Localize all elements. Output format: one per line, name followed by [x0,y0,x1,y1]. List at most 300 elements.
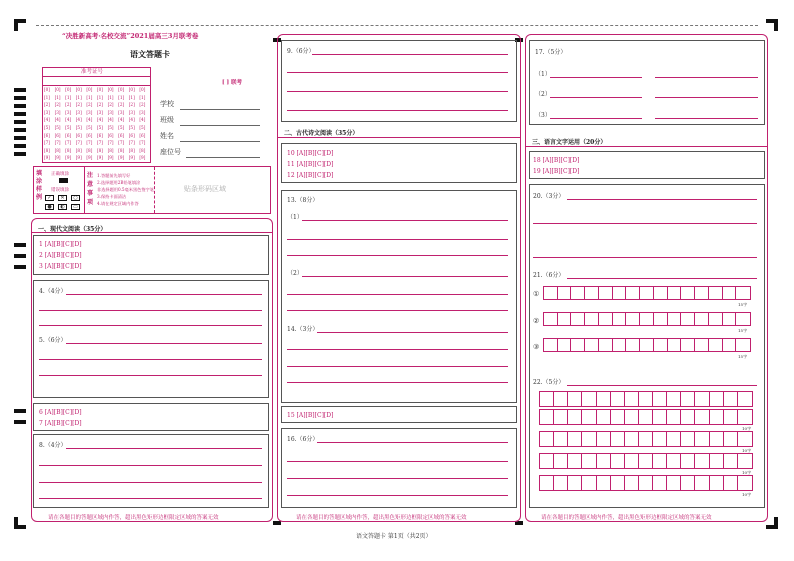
grid-cell[interactable] [681,410,695,424]
grid-cell[interactable] [585,313,599,325]
admission-digit-bubble[interactable]: [2] [118,102,125,108]
grid-cell[interactable] [540,476,554,490]
answer-box-17[interactable] [529,40,765,125]
grid-cell[interactable] [582,454,596,468]
grid-cell[interactable] [554,454,568,468]
admission-digit-bubble[interactable]: [0] [44,87,50,92]
grid-cell[interactable] [599,313,613,325]
grid-cell[interactable] [667,410,681,424]
grid-cell[interactable] [709,287,723,299]
admission-digit-bubble[interactable]: [3] [86,109,93,115]
grid-cell[interactable] [544,339,558,351]
grid-cell[interactable] [611,410,625,424]
admission-digit-bubble[interactable]: [1] [86,94,93,100]
admission-digit-bubble[interactable]: [9] [44,155,50,161]
q21-2-count: 15字 [738,328,748,333]
admission-digit-bubble[interactable]: [5] [65,125,72,130]
admission-digit-bubble[interactable]: [2] [54,102,61,108]
grid-cell[interactable] [554,392,568,406]
cross-mark-icon: ✕ [58,195,67,201]
section-2-title: 二、古代诗文阅读（35分） [284,130,359,137]
admission-digit-bubble[interactable]: [9] [65,155,72,161]
admission-digit-bubble[interactable]: [5] [128,125,135,130]
admission-digit-bubble[interactable]: [1] [107,94,114,100]
grid-cell[interactable] [625,432,639,446]
q13-2-label: （2） [287,270,303,277]
admission-digit-bubble[interactable]: [1] [118,94,125,100]
correct-fill-icon [59,178,68,183]
grid-cell[interactable] [723,313,737,325]
admission-digit-bubble[interactable]: [6] [65,132,72,138]
section-3-title: 三、语言文字运用（20分） [532,139,607,146]
grid-cell[interactable] [582,392,596,406]
q21-2-label: ② [533,317,540,325]
mc-3[interactable]: 3 [A][B][C][D] [39,263,82,270]
grid-cell[interactable] [724,392,738,406]
note-line: 3.保持卡面清洁 [97,194,127,199]
admission-digit-bubble[interactable]: [1] [44,94,50,100]
grid-cell[interactable] [626,313,640,325]
grid-cell[interactable] [597,454,611,468]
admission-digit-bubble[interactable]: [9] [107,155,114,161]
grid-cell[interactable] [625,476,639,490]
page-footer: 语文答题卡 第1页（共2页） [356,533,432,540]
q22-grid-row-5[interactable] [539,475,753,491]
grid-cell[interactable] [667,476,681,490]
school-field[interactable] [180,109,260,110]
admission-digit-bubble[interactable]: [0] [86,87,93,92]
grid-cell[interactable] [695,432,709,446]
column-1-footer: 请在各题目的答题区域内作答，超出黑色矩形边框限定区域的答案无效 [48,515,219,521]
mc-1[interactable]: 1 [A][B][C][D] [39,241,82,248]
answer-box-4-5[interactable] [33,280,269,398]
grid-cell[interactable] [695,454,709,468]
grid-cell[interactable] [736,313,750,325]
grid-cell[interactable] [625,410,639,424]
grid-cell[interactable] [639,454,653,468]
grid-cell[interactable] [540,410,554,424]
admission-digit-bubble[interactable]: [9] [118,155,125,161]
corner-mark [14,517,18,529]
q21-2-grid[interactable] [543,312,751,326]
grid-cell[interactable] [667,454,681,468]
admission-digit-bubble[interactable]: [0] [118,87,125,92]
grid-cell[interactable] [681,476,695,490]
grid-cell[interactable] [738,432,752,446]
grid-cell[interactable] [653,476,667,490]
admission-digit-bubble[interactable]: [6] [75,132,82,138]
q21-3-grid[interactable] [543,338,751,352]
admission-digit-bubble[interactable]: [6] [118,132,125,138]
grid-cell[interactable] [695,476,709,490]
grid-cell[interactable] [639,432,653,446]
grid-cell[interactable] [724,410,738,424]
admission-digit-bubble[interactable]: [7] [65,140,72,146]
fill-sample-label: 填涂样例 [36,170,43,201]
seat-label: 座位号 [160,148,181,156]
admission-digit-bubble[interactable]: [1] [75,94,82,100]
dot-mark-icon: ● [45,204,54,210]
grid-cell[interactable] [613,287,627,299]
grid-cell[interactable] [585,339,599,351]
admission-digit-bubble[interactable]: [8] [75,147,82,153]
grid-cell[interactable] [695,392,709,406]
mc-box-18-19 [529,151,765,179]
grid-cell[interactable] [640,287,654,299]
q21-1-grid[interactable] [543,286,751,300]
grid-cell[interactable] [654,339,668,351]
grid-cell[interactable] [723,287,737,299]
admission-digit-bubble[interactable]: [9] [139,155,146,161]
grid-cell[interactable] [568,432,582,446]
mc-box-15 [281,406,517,423]
admission-digit-bubble[interactable]: [0] [97,87,103,92]
grid-cell[interactable] [613,339,627,351]
mc-18[interactable]: 18 [A][B][C][D] [533,157,580,164]
q21-3-label: ③ [533,343,540,351]
admission-digit-bubble[interactable]: [0] [107,87,114,92]
grid-cell[interactable] [653,454,667,468]
grid-cell[interactable] [571,313,585,325]
admission-digit-bubble[interactable]: [5] [75,125,82,130]
q17-1-label: （1） [535,71,551,78]
grid-cell[interactable] [710,410,724,424]
grid-cell[interactable] [653,432,667,446]
admission-digit-bubble[interactable]: [5] [44,125,50,130]
admission-digit-bubble[interactable]: [9] [54,155,61,161]
note-line: 2.选择题用2B铅笔填涂 [97,180,141,185]
admission-digit-bubble[interactable]: [3] [139,109,146,115]
admission-digit-bubble[interactable]: [4] [97,117,103,123]
grid-cell[interactable] [639,410,653,424]
grid-cell[interactable] [681,313,695,325]
mc-11[interactable]: 11 [A][B][C][D] [287,161,334,168]
class-field[interactable] [180,125,260,126]
school-label: 学校 [160,100,174,108]
grid-cell[interactable] [597,476,611,490]
admission-digit-bubble[interactable]: [8] [86,147,93,153]
grid-cell[interactable] [710,454,724,468]
admission-digit-bubble[interactable]: [5] [139,125,146,130]
admission-digit-bubble[interactable]: [8] [139,147,146,153]
admission-digit-bubble[interactable]: [2] [97,102,103,108]
mc-2[interactable]: 2 [A][B][C][D] [39,252,82,259]
grid-cell[interactable] [558,313,572,325]
grid-cell[interactable] [544,313,558,325]
grid-cell[interactable] [723,339,737,351]
q21-1-label: ① [533,290,540,298]
admission-digit-bubble[interactable]: [7] [139,140,146,146]
grid-cell[interactable] [667,392,681,406]
grid-cell[interactable] [599,339,613,351]
grid-cell[interactable] [611,432,625,446]
admission-digit-bubble[interactable]: [7] [86,140,93,146]
corner-mark [774,19,778,31]
class-label: 班级 [160,116,174,124]
admission-digit-bubble[interactable]: [8] [118,147,125,153]
mc-box-1-3 [33,235,269,275]
q22-count-2: 10字 [742,448,752,453]
admission-digit-bubble[interactable]: [2] [75,102,82,108]
admission-digit-bubble[interactable]: [4] [139,117,146,123]
grid-cell[interactable] [653,392,667,406]
answer-box-8[interactable] [33,434,269,508]
q13-label: 13.（8分） [287,197,319,204]
grid-cell[interactable] [640,339,654,351]
admission-digit-bubble[interactable]: [6] [86,132,93,138]
admission-digit-bubble[interactable]: [2] [44,102,50,108]
check-mark-icon: ✓ [45,195,54,201]
admission-digit-bubble[interactable]: [9] [86,155,93,161]
seat-field[interactable] [186,157,260,158]
q4-label: 4.（4分） [39,288,67,295]
admission-digit-bubble[interactable]: [2] [86,102,93,108]
q17-3-label: （3） [535,112,551,119]
grid-cell[interactable] [639,476,653,490]
q20-label: 20.（3分） [533,193,565,200]
admission-digit-bubble[interactable]: [6] [139,132,146,138]
grid-cell[interactable] [724,432,738,446]
admission-digit-bubble[interactable]: [4] [65,117,72,123]
admission-digit-bubble[interactable]: [5] [118,125,125,130]
grid-cell[interactable] [724,476,738,490]
grid-cell[interactable] [568,454,582,468]
grid-cell[interactable] [709,313,723,325]
admission-digit-bubble[interactable]: [0] [139,87,146,92]
grid-cell[interactable] [597,410,611,424]
admission-digit-bubble[interactable]: [3] [65,109,72,115]
grid-cell[interactable] [653,410,667,424]
admission-digit-bubble[interactable]: [8] [44,147,50,153]
admission-digit-bubble[interactable]: [7] [118,140,125,146]
grid-cell[interactable] [695,339,709,351]
grid-cell[interactable] [710,476,724,490]
admission-digit-bubble[interactable]: [4] [75,117,82,123]
admission-digit-bubble[interactable]: [4] [54,117,61,123]
grid-cell[interactable] [571,339,585,351]
grid-cell[interactable] [571,287,585,299]
admission-digit-bubble[interactable]: [3] [54,109,61,115]
grid-cell[interactable] [654,287,668,299]
name-field[interactable] [180,141,260,142]
column-2-footer: 请在各题目的答题区域内作答，超出黑色矩形边框限定区域的答案无效 [296,515,467,521]
admission-digit-bubble[interactable]: [8] [107,147,114,153]
q13-1-label: （1） [287,214,303,221]
admission-digit-bubble[interactable]: [1] [128,94,135,100]
grid-cell[interactable] [681,287,695,299]
q8-label: 8.（4分） [39,442,67,449]
admission-digit-bubble[interactable]: [4] [44,117,50,123]
q5-label: 5.（6分） [39,337,67,344]
grid-cell[interactable] [582,476,596,490]
admission-digit-bubble[interactable]: [7] [54,140,61,146]
q14-label: 14.（3分） [287,326,319,333]
liankao-checkbox[interactable]: [ ] 联考 [222,80,243,86]
admission-digit-bubble[interactable]: [7] [44,140,50,146]
admission-digit-bubble[interactable]: [2] [65,102,72,108]
admission-digit-bubble[interactable]: [8] [54,147,61,153]
fill-example-box [33,166,271,214]
grid-cell[interactable] [710,392,724,406]
grid-cell[interactable] [568,410,582,424]
admission-digit-bubble[interactable]: [7] [75,140,82,146]
grid-cell[interactable] [710,432,724,446]
grid-cell[interactable] [585,287,599,299]
grid-cell[interactable] [558,287,572,299]
grid-cell[interactable] [695,313,709,325]
grid-cell[interactable] [544,287,558,299]
admission-digit-bubble[interactable]: [4] [128,117,135,123]
admission-digit-bubble[interactable]: [4] [107,117,114,123]
partial-mark-icon: ◐ [58,204,67,210]
admission-digit-bubble[interactable]: [4] [118,117,125,123]
grid-cell[interactable] [611,476,625,490]
admission-digit-bubble[interactable]: [8] [97,147,103,153]
mc-6[interactable]: 6 [A][B][C][D] [39,409,82,416]
grid-cell[interactable] [626,339,640,351]
admission-digit-bubble[interactable]: [7] [107,140,114,146]
dash-mark-icon: ▭ [71,204,80,210]
answer-box-16[interactable] [281,428,517,508]
admission-digit-bubble[interactable]: [6] [107,132,114,138]
admission-digit-bubble[interactable]: [5] [97,125,103,130]
grid-cell[interactable] [582,432,596,446]
admission-digit-bubble[interactable]: [2] [128,102,135,108]
admission-digit-bubble[interactable]: [9] [97,155,103,161]
grid-cell[interactable] [597,432,611,446]
grid-cell[interactable] [597,392,611,406]
admission-digit-bubble[interactable]: [2] [139,102,146,108]
grid-cell[interactable] [736,287,750,299]
grid-cell[interactable] [540,454,554,468]
admission-digit-bubble[interactable]: [3] [97,109,103,115]
q22-label: 22.（5分） [533,379,565,386]
admission-digit-bubble[interactable]: [6] [128,132,135,138]
admission-grid [42,67,151,163]
mc-10[interactable]: 10 [A][B][C][D] [287,150,334,157]
grid-cell[interactable] [554,410,568,424]
q22-grid-row-4[interactable] [539,453,753,469]
admission-digit-bubble[interactable]: [6] [44,132,50,138]
grid-cell[interactable] [738,410,752,424]
barcode-area: 贴条形码区域 [184,185,226,193]
admission-digit-bubble[interactable]: [3] [128,109,135,115]
q22-count-3: 10字 [742,470,752,475]
admission-digit-bubble[interactable]: [5] [54,125,61,130]
grid-cell[interactable] [668,313,682,325]
admission-digit-bubble[interactable]: [1] [54,94,61,100]
admission-digit-bubble[interactable]: [6] [54,132,61,138]
grid-cell[interactable] [568,392,582,406]
admission-digit-bubble[interactable]: [1] [97,94,103,100]
grid-cell[interactable] [738,454,752,468]
grid-cell[interactable] [668,339,682,351]
admission-digit-bubble[interactable]: [0] [54,87,61,92]
admission-digit-bubble[interactable]: [7] [97,140,103,146]
grid-cell[interactable] [681,392,695,406]
grid-cell[interactable] [709,339,723,351]
admission-digit-bubble[interactable]: [0] [75,87,82,92]
q22-grid-row-1[interactable] [539,391,753,407]
mc-15[interactable]: 15 [A][B][C][D] [287,412,334,419]
grid-cell[interactable] [568,476,582,490]
grid-cell[interactable] [554,476,568,490]
grid-cell[interactable] [681,454,695,468]
grid-cell[interactable] [625,392,639,406]
q22-grid-row-3[interactable] [539,431,753,447]
mc-12[interactable]: 12 [A][B][C][D] [287,172,334,179]
answer-box-20-22[interactable] [529,184,765,508]
admission-digit-bubble[interactable]: [3] [75,109,82,115]
admission-digit-bubble[interactable]: [0] [65,87,72,92]
admission-digit-bubble[interactable]: [4] [86,117,93,123]
q22-grid-row-2[interactable] [539,409,753,425]
grid-cell[interactable] [611,392,625,406]
mc-19[interactable]: 19 [A][B][C][D] [533,168,580,175]
admission-digit-bubble[interactable]: [9] [75,155,82,161]
grid-cell[interactable] [540,432,554,446]
grid-cell[interactable] [639,392,653,406]
grid-cell[interactable] [668,287,682,299]
grid-cell[interactable] [540,392,554,406]
section-1-title: 一、现代文阅读（35分） [38,226,107,233]
admission-digit-bubble[interactable]: [9] [128,155,135,161]
admission-digit-bubble[interactable]: [3] [44,109,50,115]
admission-digit-bubble[interactable]: [3] [107,109,114,115]
admission-digit-bubble[interactable]: [1] [139,94,146,100]
admission-digit-bubble[interactable]: [7] [128,140,135,146]
admission-digit-bubble[interactable]: [3] [118,109,125,115]
grid-cell[interactable] [736,339,750,351]
grid-cell[interactable] [695,410,709,424]
grid-cell[interactable] [695,287,709,299]
admission-digit-bubble[interactable]: [6] [97,132,103,138]
grid-cell[interactable] [738,392,752,406]
admission-digit-bubble[interactable]: [5] [107,125,114,130]
admission-digit-bubble[interactable]: [8] [65,147,72,153]
name-label: 姓名 [160,132,174,140]
grid-cell[interactable] [554,432,568,446]
grid-cell[interactable] [724,454,738,468]
answer-box-13-14[interactable] [281,190,517,403]
mc-7[interactable]: 7 [A][B][C][D] [39,420,82,427]
admission-digit-bubble[interactable]: [2] [107,102,114,108]
q22-count-1: 10字 [742,426,752,431]
mc-box-6-7 [33,403,269,431]
grid-cell[interactable] [611,454,625,468]
admission-label: 准考证号 [81,69,104,75]
q9-label: 9.（6分） [287,48,315,55]
grid-cell[interactable] [667,432,681,446]
admission-digit-bubble[interactable]: [5] [86,125,93,130]
answer-box-9[interactable] [281,40,517,122]
grid-cell[interactable] [625,454,639,468]
admission-digit-bubble[interactable]: [8] [128,147,135,153]
grid-cell[interactable] [582,410,596,424]
grid-cell[interactable] [681,432,695,446]
grid-cell[interactable] [681,339,695,351]
admission-digit-bubble[interactable]: [1] [65,94,72,100]
grid-cell[interactable] [599,287,613,299]
grid-cell[interactable] [626,287,640,299]
grid-cell[interactable] [613,313,627,325]
admission-digit-bubble[interactable]: [0] [128,87,135,92]
grid-cell[interactable] [654,313,668,325]
grid-cell[interactable] [738,476,752,490]
grid-cell[interactable] [558,339,572,351]
grid-cell[interactable] [640,313,654,325]
q21-1-count: 15字 [738,302,748,307]
